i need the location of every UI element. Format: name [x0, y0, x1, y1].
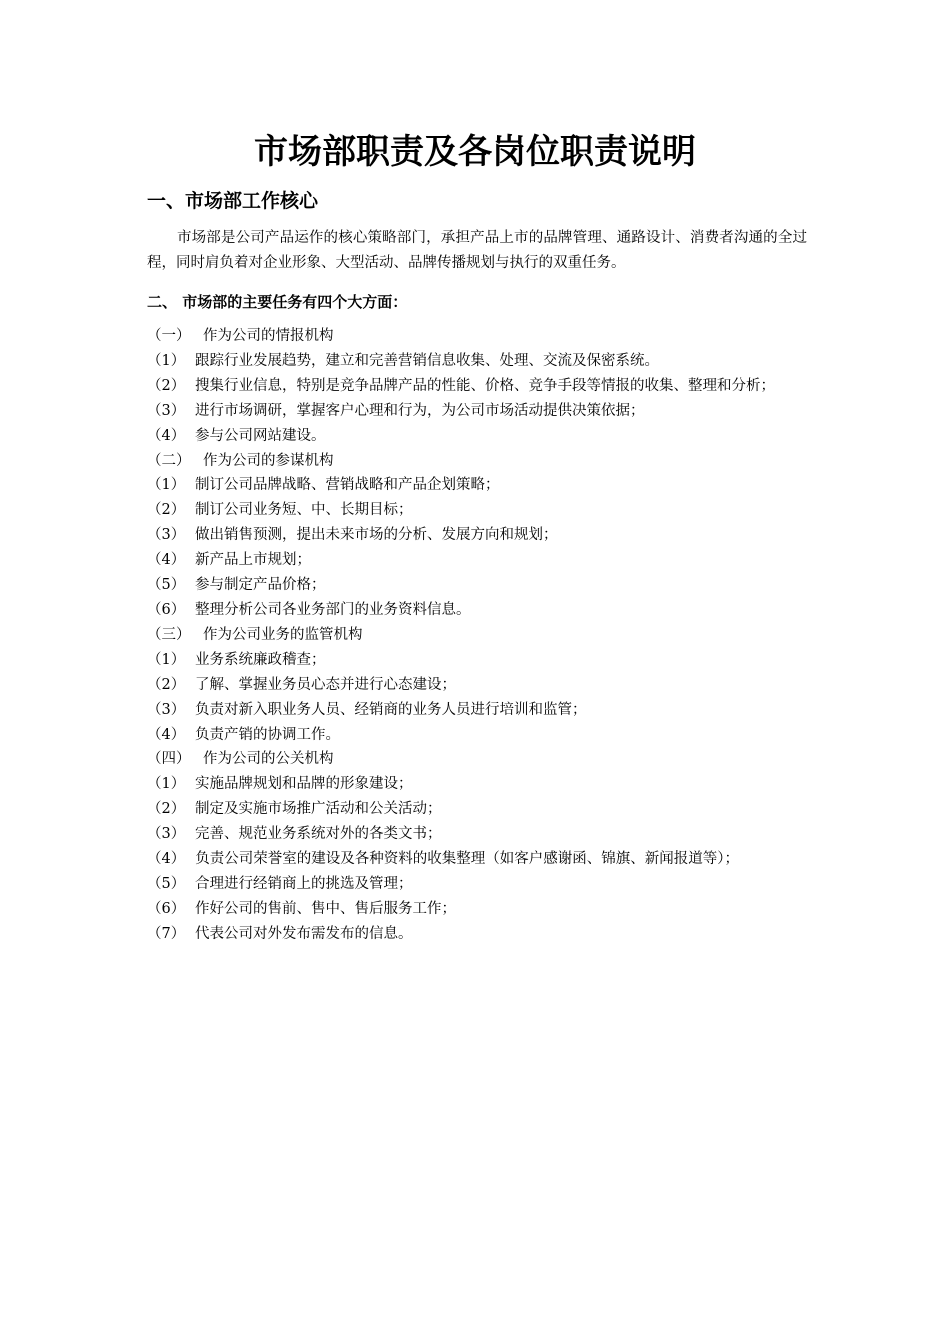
item-label: （4） — [147, 552, 186, 569]
section-heading-1: 一、市场部工作核心 — [147, 190, 319, 212]
item-text: 制订公司品牌战略、营销战略和产品企划策略； — [195, 477, 500, 494]
item-label: （3） — [147, 402, 186, 419]
item-text: 作为公司的公关机构 — [203, 751, 334, 768]
item-label: （6） — [147, 900, 186, 917]
item-text: 了解、掌握业务员心态并进行心态建设； — [195, 676, 456, 693]
list-item — [147, 573, 809, 598]
section-heading-2: 二、 市场部的主要任务有四个大方面： — [147, 293, 408, 311]
list-item — [147, 623, 809, 648]
item-label: （4） — [147, 851, 186, 868]
item-label: （三） — [147, 626, 191, 643]
item-text: 作好公司的售前、售中、售后服务工作； — [195, 900, 456, 917]
item-label: （5） — [147, 875, 186, 892]
item-text: 整理分析公司各业务部门的业务资料信息。 — [195, 601, 471, 618]
item-text: 跟踪行业发展趋势，建立和完善营销信息收集、处理、交流及保密系统。 — [195, 352, 659, 369]
item-label: （2） — [147, 676, 186, 693]
item-text: 负责产销的协调工作。 — [195, 726, 340, 743]
item-text: 参与制定产品价格； — [195, 577, 326, 594]
list-item — [147, 424, 809, 449]
item-label: （1） — [147, 776, 186, 793]
list-item — [147, 648, 809, 673]
list-item — [147, 598, 809, 623]
list-item — [147, 324, 809, 349]
item-text: 制订公司业务短、中、长期目标； — [195, 502, 413, 519]
item-text: 参与公司网站建设。 — [195, 427, 326, 444]
item-text: 负责公司荣誉室的建设及各种资料的收集整理（如客户感谢函、锦旗、新闻报道等）； — [195, 851, 739, 868]
item-label: （1） — [147, 651, 186, 668]
item-label: （2） — [147, 377, 186, 394]
item-label: （3） — [147, 527, 186, 544]
item-label: （1） — [147, 477, 186, 494]
item-label: （一） — [147, 328, 191, 344]
list-item — [147, 723, 809, 748]
item-label: （7） — [147, 925, 186, 942]
item-label: （3） — [147, 701, 186, 718]
list-item — [147, 399, 809, 424]
item-label: （2） — [147, 801, 186, 818]
list-item — [147, 872, 809, 897]
item-text: 代表公司对外发布需发布的信息。 — [195, 925, 413, 942]
item-label: （二） — [147, 452, 191, 469]
item-label: （2） — [147, 502, 186, 519]
item-text: 合理进行经销商上的挑选及管理； — [195, 875, 413, 892]
list-item — [147, 847, 809, 872]
list-item — [147, 523, 809, 548]
list-item — [147, 772, 809, 797]
item-text: 负责对新入职业务人员、经销商的业务人员进行培训和监管； — [195, 701, 587, 718]
list-item — [147, 897, 809, 922]
list-item — [147, 374, 809, 399]
item-label: （3） — [147, 826, 186, 843]
item-text: 做出销售预测，提出未来市场的分析、发展方向和规划； — [195, 527, 558, 544]
task-list — [147, 324, 809, 947]
item-text: 新产品上市规划； — [195, 552, 311, 569]
list-item — [147, 498, 809, 523]
intro-paragraph: 市场部是公司产品运作的核心策略部门，承担产品上市的品牌管理、通路设计、消费者沟通的全过程，同时肩负着对企业形象、大型活动、品牌传播规划与执行的双重任务。 — [147, 230, 807, 271]
item-label: （6） — [147, 601, 186, 618]
item-text: 业务系统廉政稽查； — [195, 651, 326, 668]
list-item — [147, 548, 809, 573]
item-text: 搜集行业信息，特别是竞争品牌产品的性能、价格、竞争手段等情报的收集、整理和分析； — [195, 377, 775, 394]
item-text: 进行市场调研，掌握客户心理和行为，为公司市场活动提供决策依据； — [195, 402, 645, 419]
item-label: （5） — [147, 577, 186, 594]
item-text: 制定及实施市场推广活动和公关活动； — [195, 801, 442, 818]
document-title: 市场部职责及各岗位职责说明 — [254, 132, 696, 172]
list-item — [147, 747, 809, 772]
item-label: （4） — [147, 726, 186, 743]
list-item — [147, 673, 809, 698]
item-text: 作为公司的情报机构 — [203, 328, 334, 344]
item-label: （四） — [147, 751, 191, 768]
list-item — [147, 922, 809, 947]
list-item — [147, 349, 809, 374]
item-text: 作为公司的参谋机构 — [203, 452, 334, 469]
list-item — [147, 449, 809, 474]
item-text: 作为公司业务的监管机构 — [203, 626, 363, 643]
item-label: （1） — [147, 352, 186, 369]
list-item — [147, 822, 809, 847]
item-label: （4） — [147, 427, 186, 444]
item-text: 实施品牌规划和品牌的形象建设； — [195, 776, 413, 793]
list-item — [147, 797, 809, 822]
list-item — [147, 473, 809, 498]
list-item — [147, 698, 809, 723]
item-text: 完善、规范业务系统对外的各类文书； — [195, 826, 442, 843]
